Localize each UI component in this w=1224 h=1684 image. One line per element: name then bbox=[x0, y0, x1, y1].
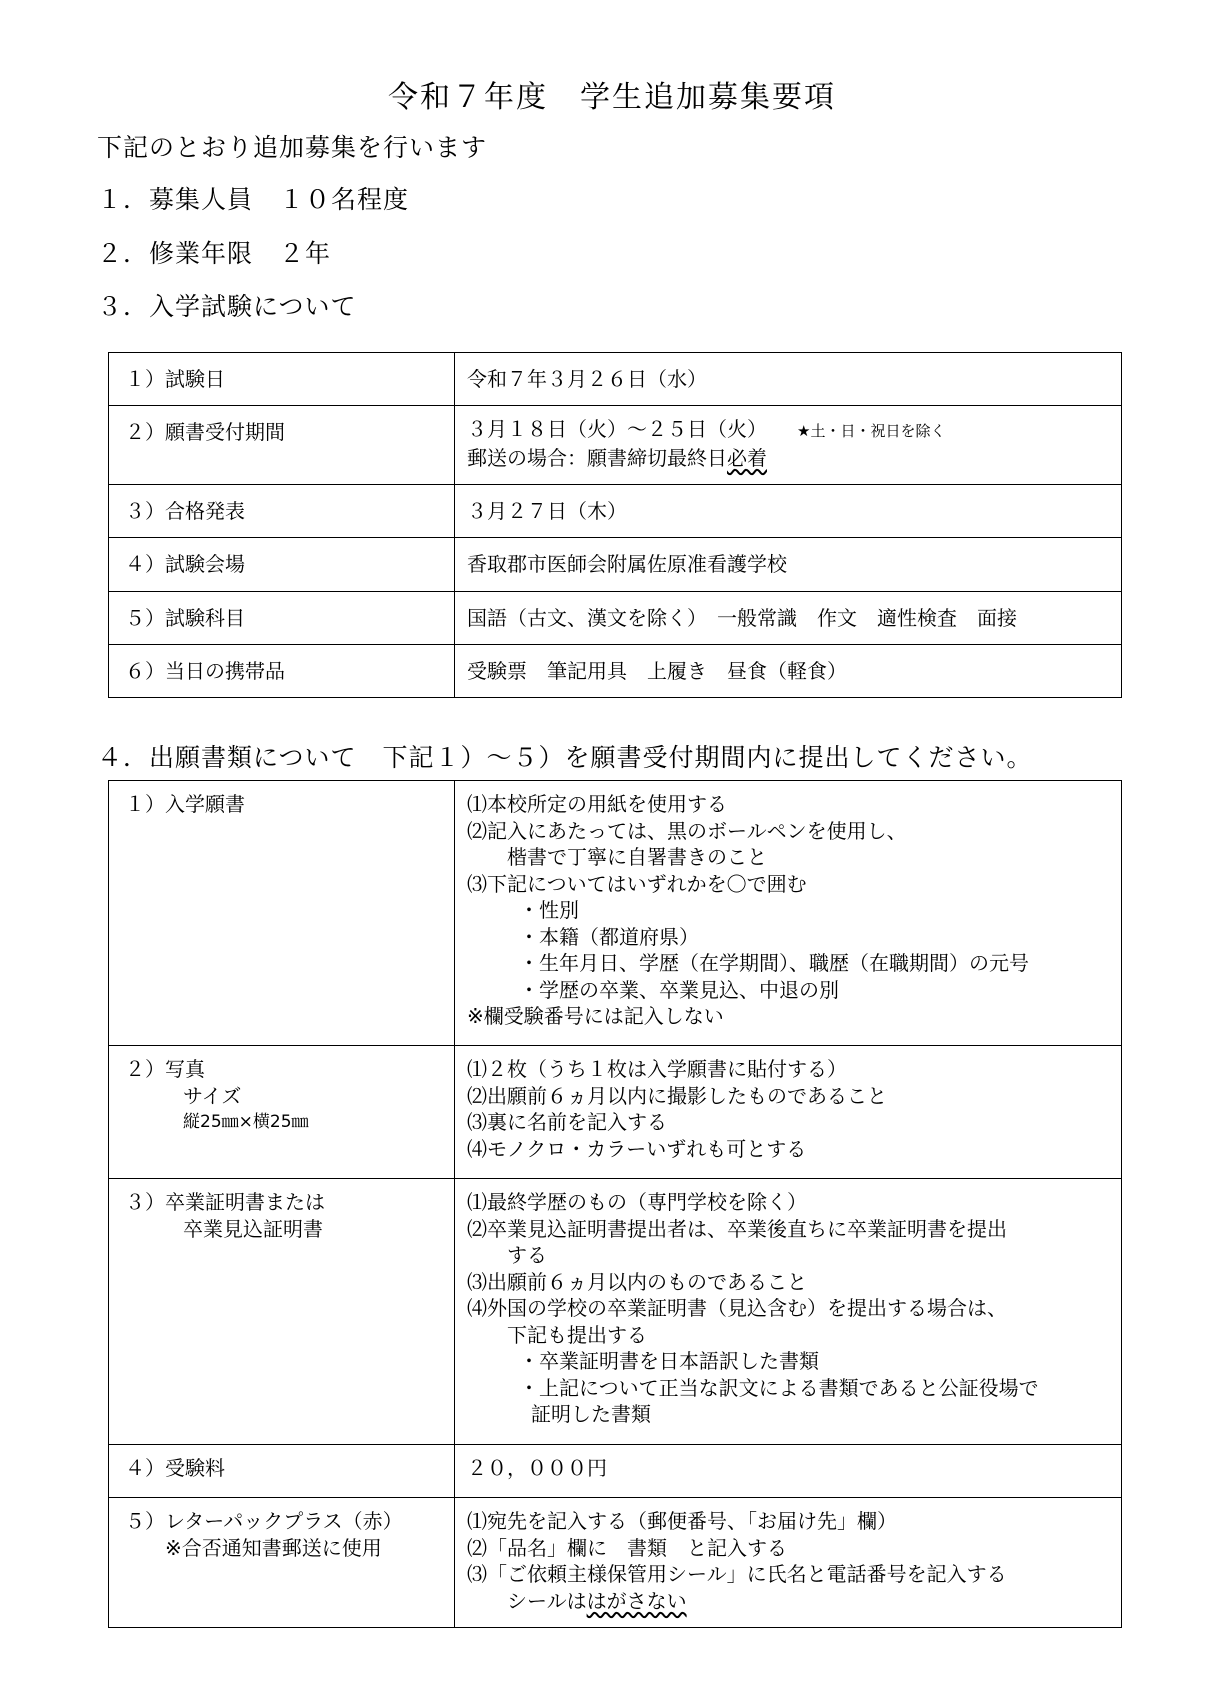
section-entrance-exam: ３．入学試験について bbox=[97, 292, 357, 321]
table-row bbox=[109, 645, 1122, 698]
page-title: 令和７年度 学生追加募集要項 bbox=[388, 80, 836, 115]
row-label: ３）卒業証明書または bbox=[125, 1190, 325, 1214]
exam-fee: ２０，０００円 bbox=[467, 1456, 607, 1480]
list-item: する bbox=[507, 1243, 547, 1267]
list-item: ⑷モノクロ・カラーいずれも可とする bbox=[467, 1136, 807, 1161]
exam-table bbox=[108, 352, 1122, 698]
intro-text: 下記のとおり追加募集を行います bbox=[97, 133, 488, 162]
list-item: ・本籍（都道府県） bbox=[519, 924, 699, 949]
table-row bbox=[109, 1179, 1122, 1445]
list-item: ・性別 bbox=[519, 898, 579, 922]
list-item: ⑶出願前６ヵ月以内のものであること bbox=[467, 1269, 807, 1294]
row-value: ３月２７日（木） bbox=[467, 499, 627, 523]
row-label: ２）写真 bbox=[125, 1057, 205, 1081]
row-label: ４）試験会場 bbox=[125, 552, 245, 576]
row-label: サイズ bbox=[183, 1083, 242, 1108]
seal-note-text: シールは bbox=[507, 1588, 587, 1613]
documents-table bbox=[108, 780, 1122, 1628]
table-row bbox=[109, 781, 1122, 1046]
list-item: ⑴宛先を記入する（郵便番号、「お届け先」欄） bbox=[467, 1509, 897, 1533]
row-value: 国語（古文、漢文を除く） 一般常識 作文 適性検査 面接 bbox=[467, 606, 1017, 630]
list-item: ・上記について正当な訳文による書類であると公証役場で bbox=[519, 1375, 1039, 1400]
section-study-period: ２．修業年限 ２年 bbox=[97, 239, 332, 268]
table-row bbox=[109, 592, 1122, 645]
row-label: ３）合格発表 bbox=[125, 499, 245, 523]
list-item: ⑴本校所定の用紙を使用する bbox=[467, 792, 727, 816]
list-item bbox=[467, 1588, 1121, 1615]
mail-deadline-text: 郵送の場合：願書締切最終日 bbox=[467, 445, 727, 470]
list-item: ⑵卒業見込証明書提出者は、卒業後直ちに卒業証明書を提出 bbox=[467, 1216, 1007, 1241]
table-row bbox=[109, 406, 1122, 485]
table-row bbox=[109, 353, 1122, 406]
list-item: ・学歴の卒業、卒業見込、中退の別 bbox=[519, 977, 839, 1002]
row-label: １）入学願書 bbox=[125, 792, 245, 816]
row-label: ４）受験料 bbox=[125, 1456, 225, 1480]
row-label: １）試験日 bbox=[125, 367, 225, 391]
row-label: ２）願書受付期間 bbox=[125, 420, 285, 444]
list-item: ⑴最終学歴のもの（専門学校を除く） bbox=[467, 1190, 807, 1214]
row-value: 令和７年３月２６日（水） bbox=[467, 367, 707, 391]
row-label: ※合否通知書郵送に使用 bbox=[165, 1535, 382, 1560]
list-item: 下記も提出する bbox=[507, 1322, 647, 1347]
table-row bbox=[109, 538, 1122, 592]
must-arrive-emphasis: 必着 bbox=[727, 445, 767, 470]
application-period: ３月１８日（火）～２５日（火） bbox=[467, 417, 757, 441]
list-item: ⑶「ご依頼主様保管用シール」に氏名と電話番号を記入する bbox=[467, 1562, 1007, 1586]
row-value: 香取郡市医師会附属佐原准看護学校 bbox=[467, 552, 787, 576]
row-value: 受験票 筆記用具 上履き 昼食（軽食） bbox=[467, 659, 847, 683]
do-not-peel-emphasis: はがさない bbox=[586, 1588, 687, 1613]
list-item: ・卒業証明書を日本語訳した書類 bbox=[519, 1349, 819, 1373]
list-item: ⑶裏に名前を記入する bbox=[467, 1110, 667, 1134]
list-item: ⑷外国の学校の卒業証明書（見込含む）を提出する場合は、 bbox=[467, 1296, 1007, 1320]
table-row bbox=[109, 1046, 1122, 1179]
list-item: ※欄受験番号には記入しない bbox=[467, 1004, 724, 1028]
row-label: ６）当日の携帯品 bbox=[125, 659, 285, 683]
list-item: ⑴２枚（うち１枚は入学願書に貼付する） bbox=[467, 1057, 847, 1081]
list-item: ⑵「品名」欄に 書類 と記入する bbox=[467, 1535, 787, 1560]
section-recruitment-number: １．募集人員 １０名程度 bbox=[97, 185, 410, 214]
list-item: ⑶下記についてはいずれかを〇で囲む bbox=[467, 871, 807, 896]
list-item: ⑵記入にあたっては、黒のボールペンを使用し、 bbox=[467, 818, 907, 843]
row-label: 縦25㎜×横25㎜ bbox=[183, 1112, 309, 1132]
list-item: ・生年月日、学歴（在学期間）、職歴（在職期間）の元号 bbox=[519, 951, 1029, 975]
table-row bbox=[109, 1445, 1122, 1498]
list-item: ⑵出願前６ヵ月以内に撮影したものであること bbox=[467, 1083, 887, 1108]
table-row bbox=[109, 485, 1122, 538]
row-label: ５）レターパックプラス（赤） bbox=[125, 1509, 403, 1533]
section-application-documents: ４．出願書類について 下記１）～５）を願書受付期間内に提出してください。 bbox=[97, 743, 1033, 772]
exclusion-note: ★土・日・祝日を除く bbox=[797, 422, 946, 440]
table-row bbox=[109, 1498, 1122, 1628]
list-item: 証明した書類 bbox=[531, 1402, 651, 1426]
list-item: 楷書で丁寧に自署書きのこと bbox=[507, 845, 767, 869]
row-label: 卒業見込証明書 bbox=[183, 1216, 323, 1241]
row-label: ５）試験科目 bbox=[125, 606, 245, 630]
